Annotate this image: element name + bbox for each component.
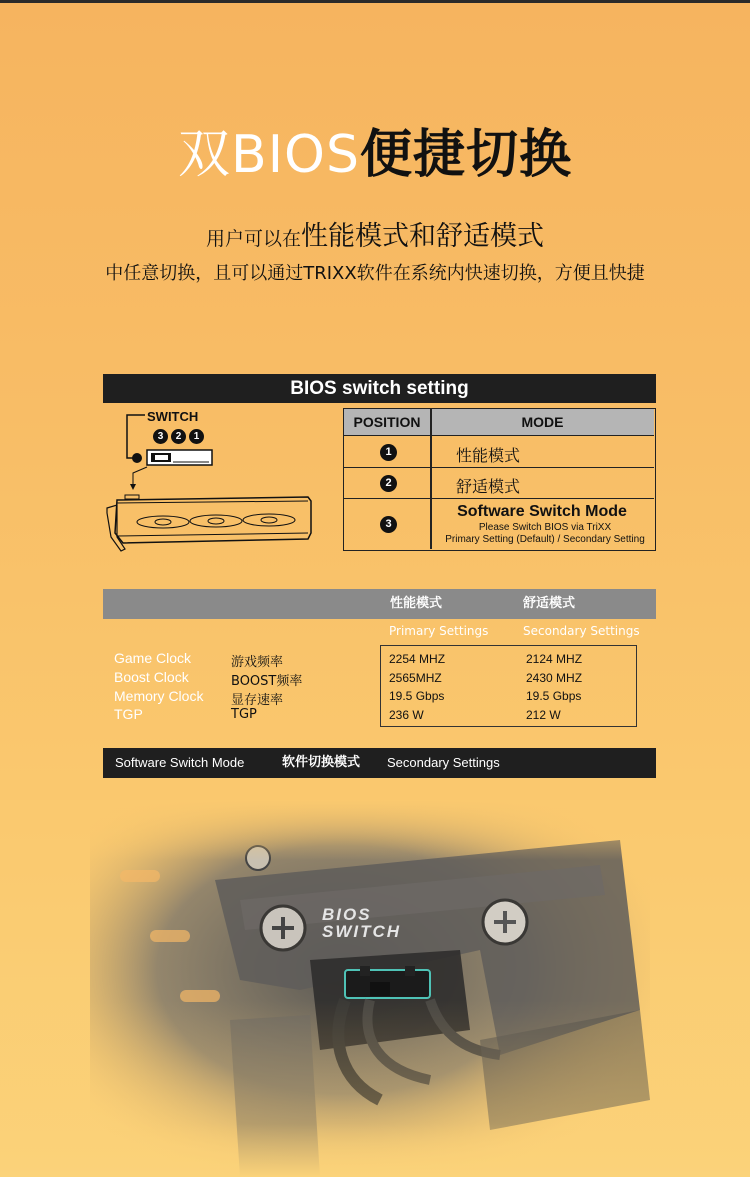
position-2-icon: 2 xyxy=(171,429,186,444)
position-3-icon: 3 xyxy=(380,516,397,533)
top-divider xyxy=(0,0,750,3)
spec-label-en: Game Clock xyxy=(114,650,192,666)
title-bios: 双BIOS xyxy=(178,125,360,185)
col-mode: MODE xyxy=(521,414,564,430)
spec-label-en: TGP xyxy=(114,706,143,722)
spec-label-cn: 显存速率 xyxy=(231,693,284,708)
switch-label: SWITCH xyxy=(147,409,199,424)
subtitle-line-2: 中任意切换，且可以通过TRIXX软件在系统内快速切换，方便且快捷 xyxy=(105,263,645,284)
position-1-icon: 1 xyxy=(189,429,204,444)
mode-performance: 性能模式 xyxy=(456,446,521,465)
quiet-value: 212 W xyxy=(526,708,561,722)
gpu-outline-icon xyxy=(103,405,338,555)
table-row xyxy=(344,437,654,468)
bios-switch-engraving xyxy=(322,906,401,940)
switch-diagram xyxy=(103,405,338,555)
software-mode-bar xyxy=(103,748,656,778)
position-2-icon: 2 xyxy=(380,475,397,492)
table-row xyxy=(344,468,654,499)
quiet-value: 2430 MHZ xyxy=(526,671,583,685)
sub-secondary: Secondary Settings xyxy=(523,624,640,638)
bios-switch-photo xyxy=(0,800,750,1177)
subtitle-prefix: 用户可以在 xyxy=(205,228,301,250)
bios-switch-photo-icon xyxy=(0,800,750,1177)
quiet-value: 2124 MHZ xyxy=(526,652,583,666)
perf-value: 236 W xyxy=(389,708,424,722)
spec-label-en: Boost Clock xyxy=(114,669,189,685)
mode-table-header xyxy=(344,409,654,436)
table-row xyxy=(344,499,654,549)
software-mode-value: Secondary Settings xyxy=(387,755,500,770)
subtitle-highlight: 性能模式和舒适模式 xyxy=(301,221,544,252)
subtitle-line-1 xyxy=(0,214,750,253)
page-title xyxy=(0,112,750,187)
switch-position-dots xyxy=(153,429,204,444)
position-3-icon: 3 xyxy=(153,429,168,444)
perf-value: 2254 MHZ xyxy=(389,652,446,666)
software-mode-cn: 软件切换模式 xyxy=(282,755,361,770)
bios-setting-header: BIOS switch setting xyxy=(103,374,656,403)
perf-value: 19.5 Gbps xyxy=(389,689,445,703)
spec-label-cn: BOOST频率 xyxy=(231,674,303,689)
engraving-line-2: SWITCH xyxy=(322,922,402,941)
software-mode-en: Software Switch Mode xyxy=(115,755,245,770)
quiet-value: 19.5 Gbps xyxy=(526,689,582,703)
position-1-icon: 1 xyxy=(380,444,397,461)
title-rest: 便捷切换 xyxy=(359,125,572,185)
spec-label-cn: 游戏频率 xyxy=(231,655,284,670)
col-performance: 性能模式 xyxy=(390,596,443,611)
spec-label-en: Memory Clock xyxy=(114,688,204,704)
sub-primary: Primary Settings xyxy=(389,624,489,638)
spec-values-box xyxy=(380,645,637,727)
mode-software-note-2: Primary Setting (Default) / Secondary Setting xyxy=(445,534,645,545)
spec-label-cn: TGP xyxy=(231,707,257,722)
mode-software: Software Switch Mode xyxy=(457,503,627,520)
mode-software-note-1: Please Switch BIOS via TriXX xyxy=(478,522,612,533)
perf-value: 2565MHZ xyxy=(389,671,442,685)
col-quiet: 舒适模式 xyxy=(523,596,576,611)
mode-table xyxy=(343,408,656,551)
engraving-line-1: BIOS xyxy=(322,905,372,924)
spec-header-bar xyxy=(103,589,656,619)
mode-quiet: 舒适模式 xyxy=(456,477,521,496)
col-position: POSITION xyxy=(353,414,421,430)
